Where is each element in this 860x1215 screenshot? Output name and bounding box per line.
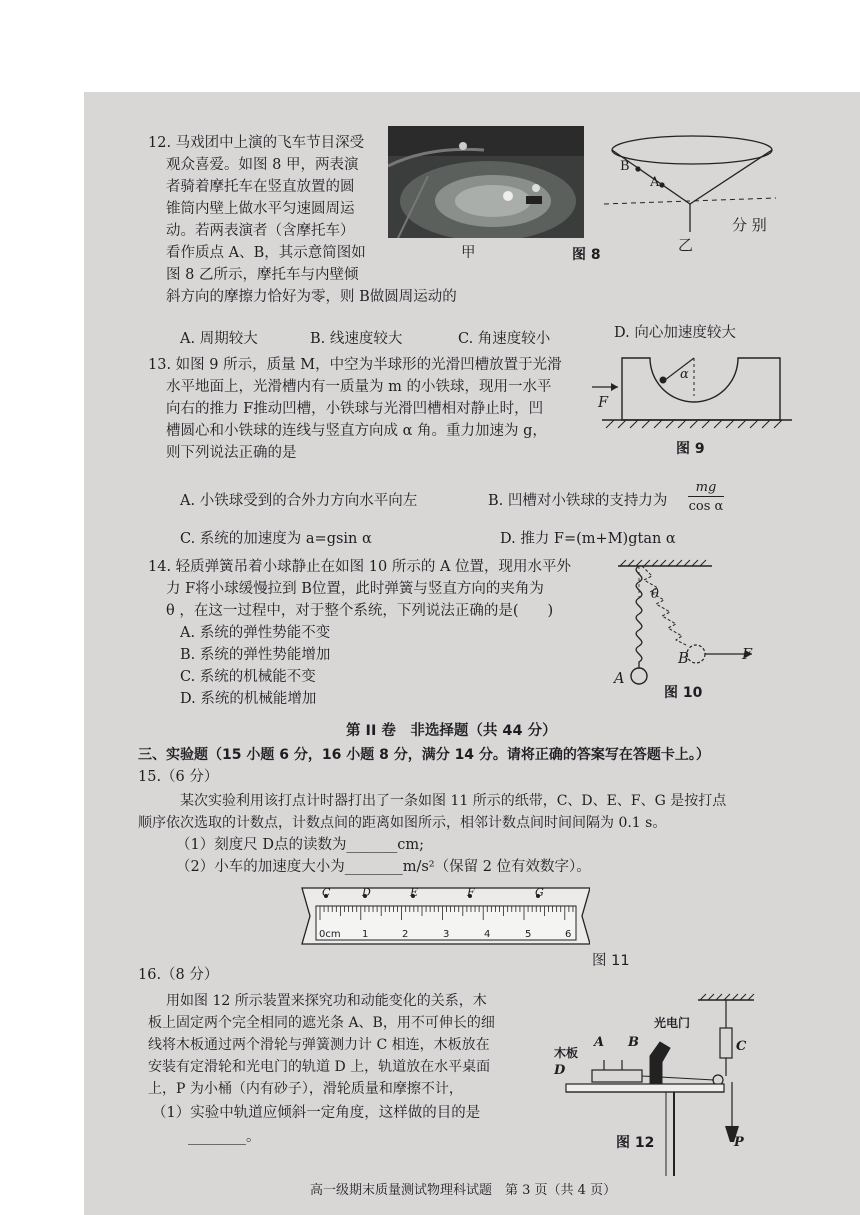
ruler-label-0: 0cm: [319, 929, 341, 940]
fig8-caption: 图 8: [572, 247, 601, 263]
tape-point-F: F: [467, 886, 475, 899]
q13-option-D: D. 推力 F=(m+M)gtan α: [500, 531, 676, 547]
q14-line-1: 14. 轻质弹簧吊着小球静止在如图 10 所示的 A 位置，现用水平外: [148, 559, 572, 575]
q12-line-8: 斜方向的摩擦力恰好为零，则 B做圆周运动的: [166, 289, 457, 305]
fig12-label-B: B: [628, 1035, 639, 1050]
fig9-caption: 图 9: [676, 441, 705, 457]
fig9-groove-diagram: [592, 350, 792, 436]
q13-option-A: A. 小铁球受到的合外力方向水平向左: [180, 493, 418, 509]
tape-point-D: D: [362, 886, 371, 899]
q14-line-2: 力 F将小球缓慢拉到 B位置，此时弹簧与竖直方向的夹角为: [166, 581, 544, 597]
q12-option-D: D. 向心加速度较大: [614, 325, 736, 341]
fig10-label-theta: θ: [651, 587, 659, 602]
ruler-label-4: 4: [484, 929, 491, 940]
q14-line-3: θ ，在这一过程中，对于整个系统，下列说法正确的是( ): [166, 603, 554, 619]
q12-option-A: A. 周期较大: [180, 331, 258, 347]
section2-subheading: 三、实验题（15 小题 6 分，16 小题 8 分，满分 14 分。请将正确的答案写在答题卡上。）: [138, 747, 710, 763]
q12-line-5: 动。若两表演者（含摩托车）: [166, 223, 355, 239]
exam-page: [84, 92, 860, 1215]
fig8-label-A: A: [650, 175, 660, 190]
fig12-label-A: A: [594, 1035, 605, 1050]
fig8-label-B: B: [620, 159, 630, 174]
q15-line-1: 某次实验利用该打点计时器打出了一条如图 11 所示的纸带，C、D、E、F、G 是按打点: [180, 793, 727, 809]
tape-point-G: G: [535, 886, 544, 899]
q16-line-1: 用如图 12 所示装置来探究功和动能变化的关系，木: [166, 993, 487, 1009]
ruler-label-3: 3: [443, 929, 450, 940]
fig11-caption: 图 11: [592, 953, 630, 969]
q12-line-3: 者骑着摩托车在竖直放置的圆: [166, 179, 355, 195]
q13-line-4: 槽圆心和小铁球的连线与竖直方向成 α 角。重力加速为 g，: [166, 423, 547, 439]
fig9-label-F: F: [598, 395, 609, 411]
q16-line-5: 上，P 为小桶（内有砂子），滑轮质量和摩擦不计，: [148, 1081, 463, 1097]
q16-line-4: 安装有定滑轮和光电门的轨道 D 上，轨道放在水平桌面: [148, 1059, 491, 1075]
q12-line-1: 12. 马戏团中上演的飞车节目深受: [148, 135, 365, 151]
q14-option-A: A. 系统的弹性势能不变: [180, 625, 331, 641]
tape-point-C: C: [322, 886, 331, 899]
q15-question-2: （2）小车的加速度大小为________m/s²（保留 2 位有效数字）。: [176, 859, 591, 875]
fig8-label-jia: 甲: [461, 245, 476, 261]
q16-answer-blank: ________。: [188, 1129, 261, 1145]
q14-option-B: B. 系统的弹性势能增加: [180, 647, 331, 663]
fig12-label-photogate: 光电门: [654, 1016, 691, 1030]
section2-heading: 第 II 卷 非选择题（共 44 分）: [346, 723, 557, 739]
q16-line-2: 板上固定两个完全相同的遮光条 A、B，用不可伸长的细: [148, 1015, 495, 1031]
q13-optB-denominator: cos α: [688, 499, 724, 514]
q13-line-1: 13. 如图 9 所示，质量 M，中空为半球形的光滑凹槽放置于光滑: [148, 357, 562, 373]
fig12-caption: 图 12: [616, 1135, 655, 1151]
q16-line-3: 线将木板通过两个滑轮与弹簧测力计 C 相连，木板放在: [148, 1037, 490, 1053]
q13-option-B: B. 凹槽对小铁球的支持力为: [488, 493, 668, 509]
q15-line-2: 顺序依次选取的计数点，计数点间的距离如图所示，相邻计数点间时间间隔为 0.1 s。: [138, 815, 667, 831]
q12-line-7: 图 8 乙所示，摩托车与内壁倾: [166, 267, 359, 283]
q12-option-C: C. 角速度较小: [458, 331, 551, 347]
page-footer: 高一级期末质量测试物理科试题 第 3 页（共 4 页）: [310, 1183, 617, 1198]
ruler-label-2: 2: [402, 929, 409, 940]
ruler-label-5: 5: [525, 929, 532, 940]
q12-side-text: 分 别: [732, 216, 767, 234]
q13-line-3: 向右的推力 F推动凹槽，小铁球与光滑凹槽相对静止时，凹: [166, 401, 544, 417]
fig10-label-B: B: [678, 651, 689, 667]
q16-question-1: （1）实验中轨道应倾斜一定角度，这样做的目的是: [152, 1105, 481, 1121]
fig8-label-yi: 乙: [678, 236, 694, 254]
q13-optB-numerator: mg: [688, 480, 724, 497]
fig9-label-alpha: α: [680, 367, 689, 382]
fig12-label-C: C: [736, 1039, 747, 1054]
q15-question-1: （1）刻度尺 D点的读数为_______cm;: [176, 837, 424, 853]
q14-option-C: C. 系统的机械能不变: [180, 669, 316, 685]
fig10-caption: 图 10: [664, 685, 703, 701]
fig10-spring-diagram: [612, 558, 762, 698]
fig8-photo: [388, 126, 584, 238]
q12-option-B: B. 线速度较大: [310, 331, 403, 347]
q13-option-C: C. 系统的加速度为 a=gsin α: [180, 531, 372, 547]
fig12-label-board: 木板: [554, 1046, 579, 1060]
ruler-label-6: 6: [565, 929, 572, 940]
tape-point-E: E: [410, 886, 419, 899]
fig10-label-A: A: [614, 671, 625, 687]
q12-line-6: 看作质点 A、B，其示意简图如: [166, 245, 366, 261]
q15-head: 15.（6 分）: [138, 769, 219, 785]
q12-line-2: 观众喜爱。如图 8 甲，两表演: [166, 157, 359, 173]
q14-option-D: D. 系统的机械能增加: [180, 691, 317, 707]
q13-line-2: 水平地面上，光滑槽内有一质量为 m 的小铁球，现用一水平: [166, 379, 552, 395]
q12-line-4: 锥筒内壁上做水平匀速圆周运: [166, 201, 355, 217]
fig12-label-P: P: [734, 1135, 744, 1150]
q16-head: 16.（8 分）: [138, 967, 219, 983]
fig12-label-D: D: [554, 1063, 566, 1078]
ruler-label-1: 1: [362, 929, 369, 940]
fig10-label-F: F: [742, 647, 753, 663]
q13-line-5: 则下列说法正确的是: [166, 445, 297, 461]
